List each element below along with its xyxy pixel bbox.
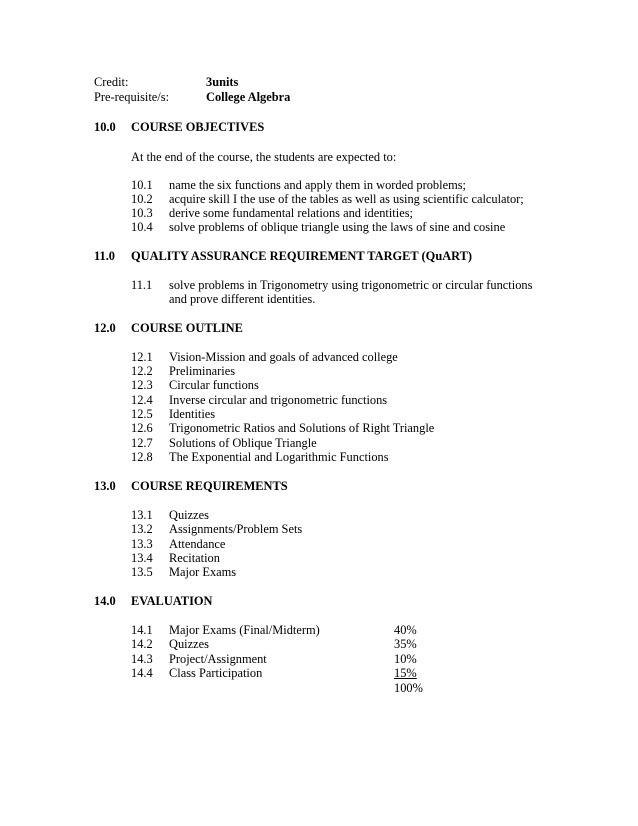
item-text: Trigonometric Ratios and Solutions of Right Triangle — [169, 421, 435, 435]
item-number: 14.2 — [131, 637, 153, 651]
item-number: 12.8 — [131, 450, 153, 464]
item-number: 12.5 — [131, 407, 153, 421]
credit-value: 3units — [206, 75, 239, 89]
item-number: 10.4 — [131, 220, 153, 234]
item-text: Quizzes — [169, 637, 209, 651]
section-title: COURSE OBJECTIVES — [131, 120, 265, 134]
item-text-continued: and prove different identities. — [169, 292, 316, 306]
item-number: 10.3 — [131, 206, 153, 220]
item-text: acquire skill I the use of the tables as well as using scientific calculator; — [169, 192, 524, 206]
section-number: 14.0 — [94, 594, 116, 608]
item-text: The Exponential and Logarithmic Functions — [169, 450, 389, 464]
item-number: 13.4 — [131, 551, 153, 565]
item-number: 12.1 — [131, 350, 153, 364]
item-number: 11.1 — [131, 278, 153, 292]
item-text: solve problems of oblique triangle using the laws of sine and cosine — [169, 220, 506, 234]
item-number: 13.3 — [131, 537, 153, 551]
item-text: Project/Assignment — [169, 652, 267, 666]
item-text: Solutions of Oblique Triangle — [169, 436, 317, 450]
credit-label: Credit: — [94, 75, 129, 89]
item-text: Quizzes — [169, 508, 209, 522]
prereq-label: Pre-requisite/s: — [94, 90, 170, 104]
item-number: 12.7 — [131, 436, 153, 450]
section-title: COURSE REQUIREMENTS — [131, 479, 288, 493]
section-title: COURSE OUTLINE — [131, 321, 243, 335]
section-title: EVALUATION — [131, 594, 213, 608]
section-number: 12.0 — [94, 321, 116, 335]
item-number: 13.1 — [131, 508, 153, 522]
item-percent: 40% — [394, 623, 417, 637]
item-number: 14.1 — [131, 623, 153, 637]
item-text: Recitation — [169, 551, 220, 565]
item-text: Vision-Mission and goals of advanced college — [169, 350, 398, 364]
prereq-value: College Algebra — [206, 90, 291, 104]
item-text: Circular functions — [169, 378, 259, 392]
item-number: 10.2 — [131, 192, 153, 206]
item-text: derive some fundamental relations and identities; — [169, 206, 413, 220]
item-number: 12.4 — [131, 393, 153, 407]
section-number: 11.0 — [94, 249, 115, 263]
item-number: 13.5 — [131, 565, 153, 579]
item-number: 12.3 — [131, 378, 153, 392]
item-text: Identities — [169, 407, 216, 421]
item-number: 13.2 — [131, 522, 153, 536]
item-text: Inverse circular and trigonometric functions — [169, 393, 388, 407]
objectives-intro: At the end of the course, the students are expected to: — [131, 150, 397, 164]
item-number: 14.4 — [131, 666, 153, 680]
item-percent-underlined: 15% — [394, 666, 417, 680]
item-text: Major Exams (Final/Midterm) — [169, 623, 320, 637]
item-number: 12.2 — [131, 364, 153, 378]
item-number: 12.6 — [131, 421, 153, 435]
section-title: QUALITY ASSURANCE REQUIREMENT TARGET (QuART) — [131, 249, 473, 263]
item-percent: 35% — [394, 637, 417, 651]
item-text: Major Exams — [169, 565, 237, 579]
item-text: solve problems in Trigonometry using trigonometric or circular functions — [169, 278, 533, 292]
item-text: Assignments/Problem Sets — [169, 522, 303, 536]
section-number: 13.0 — [94, 479, 116, 493]
item-text: name the six functions and apply them in worded problems; — [169, 178, 466, 192]
item-percent: 10% — [394, 652, 417, 666]
item-number: 10.1 — [131, 178, 153, 192]
item-text: Class Participation — [169, 666, 263, 680]
item-text: Preliminaries — [169, 364, 236, 378]
evaluation-total: 100% — [394, 681, 423, 695]
section-number: 10.0 — [94, 120, 116, 134]
item-number: 14.3 — [131, 652, 153, 666]
item-text: Attendance — [169, 537, 226, 551]
